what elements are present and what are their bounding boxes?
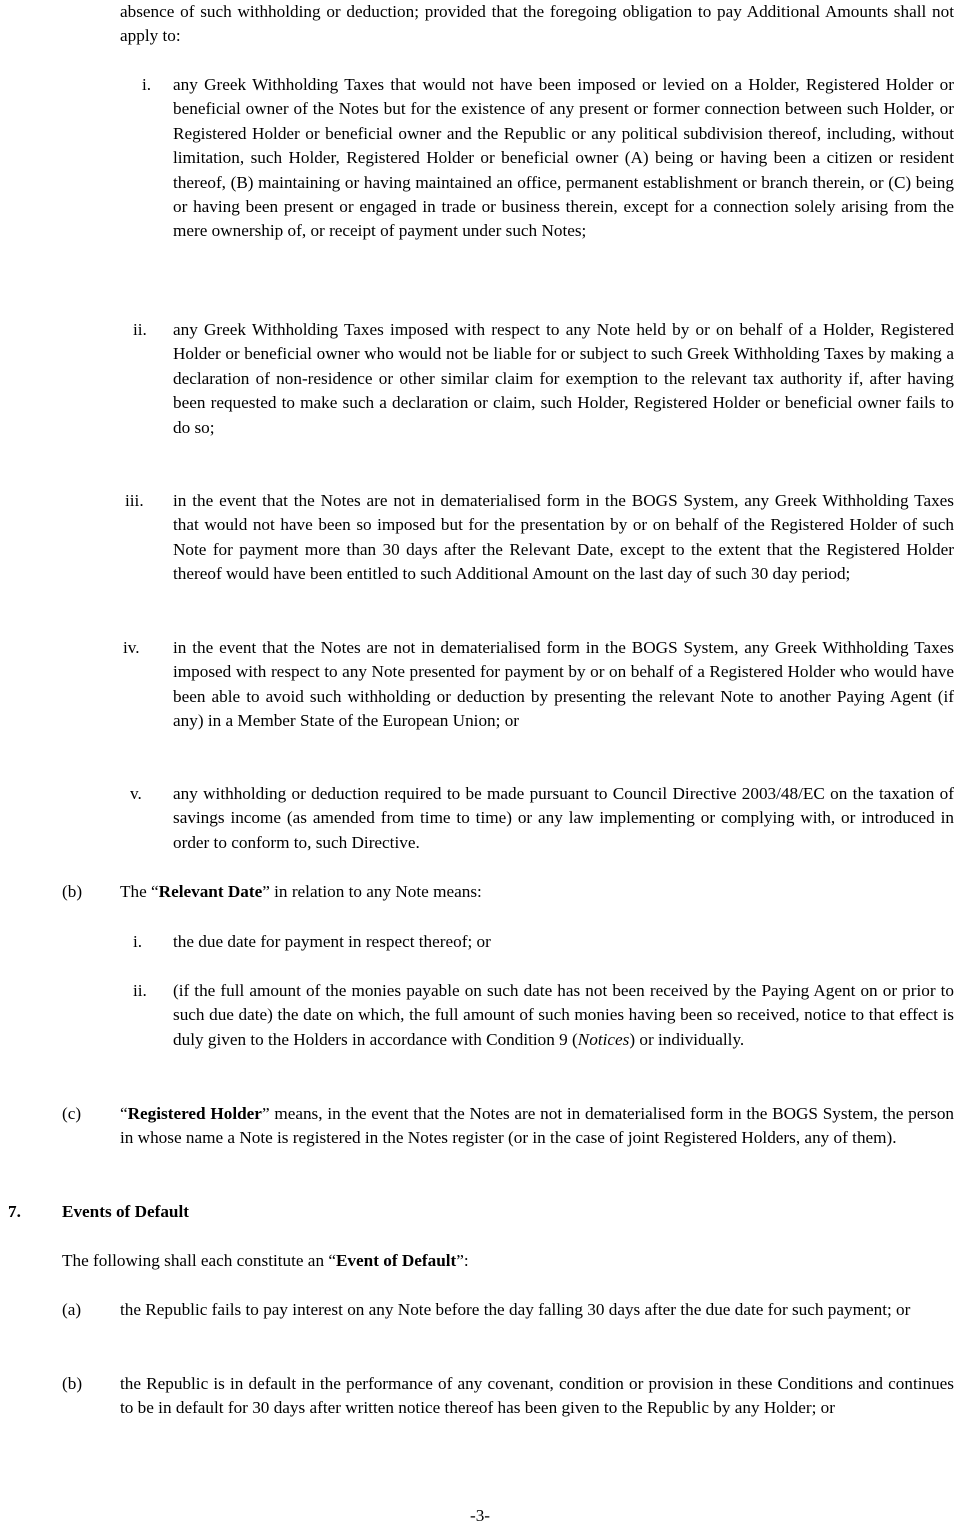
- clause-number: (b): [62, 1374, 83, 1393]
- exception-number: i.: [142, 75, 152, 94]
- clause-number: (b): [62, 882, 83, 901]
- exception-number: ii.: [133, 320, 147, 339]
- exception-number: iii.: [125, 491, 144, 510]
- exception-text: any withholding or deduction required to be made pursuant to Council Directive 2003/48/EC on the taxation of savings income (as amended from time to time) or any law implementing or complying with, or introduced in order to conform to, such Directive.: [173, 784, 954, 852]
- sub-item-text: the due date for payment in respect thereof; or: [173, 932, 491, 951]
- clause-text: the Republic is in default in the performance of any covenant, condition or provision in these Conditions and continues to be in default for 30 days after written notice thereof has been given to the Republic by any Holder; or: [120, 1374, 954, 1418]
- registered-holder-definition: “Registered Holder” means, in the event that the Notes are not in dematerialised form in the BOGS System, the person in whose name a Note is registered in the Notes register (or in the case of joint Registered Holders, any of them).: [120, 1104, 955, 1148]
- defined-term: Registered Holder: [127, 1104, 262, 1123]
- defined-term: Event of Default: [335, 1251, 457, 1270]
- section-intro: The following shall each constitute an “Event of Default”:: [62, 1251, 469, 1270]
- clause-number: (c): [62, 1104, 82, 1123]
- clause-number: (a): [62, 1300, 82, 1319]
- clause-text: the Republic fails to pay interest on any Note before the day falling 30 days after the due date for such payment; or: [120, 1300, 911, 1319]
- sub-item-number: ii.: [133, 981, 147, 1000]
- exception-text: any Greek Withholding Taxes imposed with respect to any Note held by or on behalf of a Holder, Registered Holder or beneficial owner who would not be liable for or subject to such Greek Withholding Taxes by making a declaration of non-residence or other similar claim for exemption to the relevant tax authority if, after having been requested to make such a declaration or claim, such Holder, Registered Holder or beneficial owner fails to do so;: [173, 320, 954, 437]
- defined-term: Relevant Date: [158, 882, 263, 901]
- intro-paragraph: absence of such withholding or deduction; provided that the foregoing obligation to pay Additional Amounts shall not apply to:: [120, 2, 954, 46]
- page-number: -3-: [469, 1506, 491, 1525]
- section-title: Events of Default: [62, 1202, 189, 1221]
- exception-number: v.: [130, 784, 142, 803]
- relevant-date-heading: The “Relevant Date” in relation to any Note means:: [120, 882, 482, 901]
- section-number: 7.: [8, 1202, 21, 1221]
- sub-item-number: i.: [133, 932, 143, 951]
- exception-text: in the event that the Notes are not in dematerialised form in the BOGS System, any Greek Withholding Taxes imposed with respect to any Note presented for payment by or on behalf of a Registered Holder who would have been able to avoid such withholding or deduction by presenting the relevant Note to another Paying Agent (if any) in a Member State of the European Union; or: [173, 638, 954, 731]
- exception-text: in the event that the Notes are not in dematerialised form in the BOGS System, any Greek Withholding Taxes that would not have been so imposed but for the presentation by or on behalf of the Registered Holder of such Note for payment more than 30 days after the Relevant Date, except to the extent that the Registered Holder thereof would have been entitled to such Additional Amount on the last day of such 30 day period;: [173, 491, 954, 584]
- sub-item-text: (if the full amount of the monies payable on such date has not been received by the Paying Agent on or prior to such due date) the date on which, the full amount of such monies having been so received, notice to that effect is duly given to the Holders in accordance with Condition 9 (Notices) or individually.: [173, 981, 954, 1049]
- exception-text: any Greek Withholding Taxes that would not have been imposed or levied on a Holder, Registered Holder or beneficial owner of the Notes but for the existence of any present or former connection between such Holder, or Registered Holder or beneficial owner and the Republic or any political subdivision thereof, including, without limitation, such Holder, Registered Holder or beneficial owner (A) being or having been a citizen or resident thereof, (B) maintaining or having maintained an office, permanent establishment or branch therein, or (C) being or having been present or engaged in trade or business therein, except for a connection solely arising from the mere ownership of, or receipt of payment under such Notes;: [173, 75, 954, 241]
- exception-number: iv.: [123, 638, 140, 657]
